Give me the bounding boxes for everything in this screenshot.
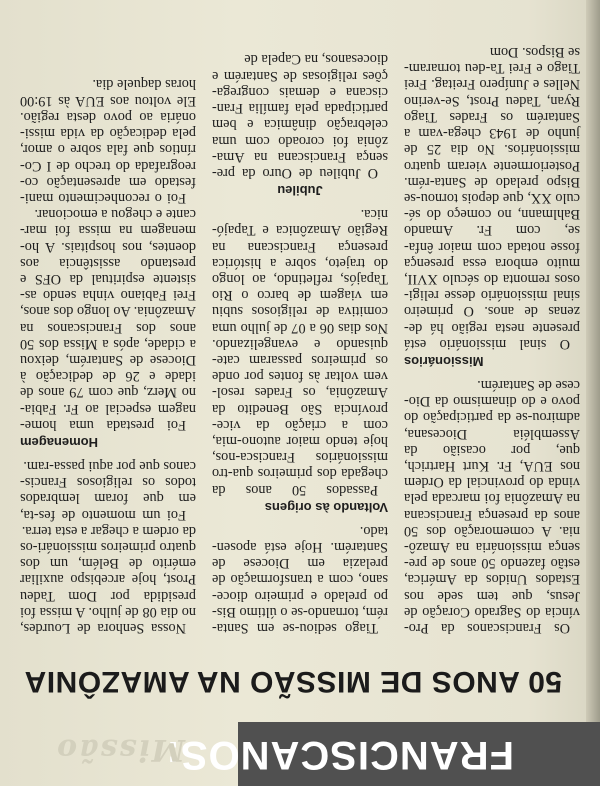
paragraph: O Jubileu de Ouro da pre-sença Franciscana na Ama-zônia foi coroado com uma celebração dinâmica e bem participada pela família Fran-ciscana e demais congrega-ções religiosas de Santarém e diocesanos, na Capela de <box>212 51 388 181</box>
text-column-2 <box>212 51 388 636</box>
subheading-missionarios: Missionários <box>404 353 484 369</box>
article-headline: 50 ANOS DE MISSÃO NA AMAZÔNIA <box>24 665 562 698</box>
paragraph: Os Franciscanos da Pro-víncia do Sagrado Coração de Jesus, que tem sede nos Estados Unidos da América, estão fazendo 50 anos de pre-sença missionária na Amazô-nia. A comemoração dos 50 anos da presença Franciscana na Amazônia foi marcada pela vinda do provincial da Ordem nos EUA, Fr. Kurt Hartrich, que, por ocasião da Assembléia Diocesana, admirou-se da participação do povo e do dinamismo da Dio-cese de Santarém. <box>404 376 580 636</box>
missao-watermark: Missão <box>55 732 185 768</box>
paragraph: Passados 50 anos da chegada dos primeiros qua-tro missionários Francisca-nos, hoje tendo maior autono-mia, com a criação da vice-província São Benedito da Amazônia, os Frades resol-vem voltar às fontes por onde os primeiros passaram cate-quisando e evangelizando. Nos dias 06 a 07 de julho uma comitiva de religiosos subiu em viagem de barco o Rio Tapajós, refletindo, ao longo do trajeto, sobre a histórica presença Franciscana na Região Amazônica e Tapajó-nica. <box>212 206 388 498</box>
paragraph: Nossa Senhora de Lourdes, no dia 08 de julho. A missa foi presidida por Dom Tadeu Prost, hoje arcebispo auxiliar emérito de Belém, um dos quatro primeiros missionári-os da ordem a chegar a esta terra. <box>20 522 196 636</box>
paragraph: Foi prestada uma home-nagem especial ao Fr. Fabia-no Merz, que com 79 anos de idade e 26 de dedicação à Diocese de Santarém, deixou a cidade, após a Missa dos 50 anos dos Franciscanos na Amazônia. Ao longo dos anos, Frei Fabiano vinha sendo as-sistente espiritual da OFS e prestando assistência aos doentes, nos hospitais. A ho-menagem na missa foi mar-cante e chegou a emocionar. <box>20 206 196 433</box>
paragraph: O sinal missionário está presente nesta região há de-zenas de anos. O primeiro sinal missionário desse religi-osos remonta do século XVII, muito embora essa presença fosse notada com maior ênfa-se, com Fr. Amando Bahlmann, no começo do sé-culo XX, que depois tornou-se Bispo prelado de Santa-rém. Posteriormente vieram quatro missionários. No dia 25 de junho de 1943 chega-vam a Santarém os Frades Tiago Ryan, Tadeu Prost, Se-verino Nelles e Junípero Freitag. Frei Tiago e Frei Ta-deu tornaram-se Bispos. Dom <box>404 44 580 352</box>
subheading-homenagem: Homenagem <box>20 434 99 450</box>
text-column-1 <box>404 44 580 636</box>
text-column-3 <box>20 76 196 636</box>
brand-banner <box>165 722 600 786</box>
subheading-jubileu: Jubileu <box>277 182 323 198</box>
subheading-voltando-as-origens: Voltando às origens <box>264 499 388 515</box>
binding-edge <box>586 0 600 786</box>
paragraph: Foi um momento de fes-ta, em que foram lembrados todos os religiosos Francis-canos que por aqui passa-ram. <box>20 457 196 523</box>
paragraph: Tiago sediou-se em Santa-rém, tornando-se o último Bis-po prelado e primeiro dioce-sano, com a transformação de prelazia em Diocese de Santarém. Hoje está aposen-tado. <box>212 522 388 636</box>
brand-title: FRANCISCANOS: <box>165 733 514 777</box>
paragraph: Foi o reconhecimento mani-festado em apresentação co-reografada do trecho de I Co-ríntios que fala sobre o amor, pela dedicação da vida missi-onária ao povo desta região. Ele voltou aos EUA às 19:00 horas daquele dia. <box>20 76 196 206</box>
